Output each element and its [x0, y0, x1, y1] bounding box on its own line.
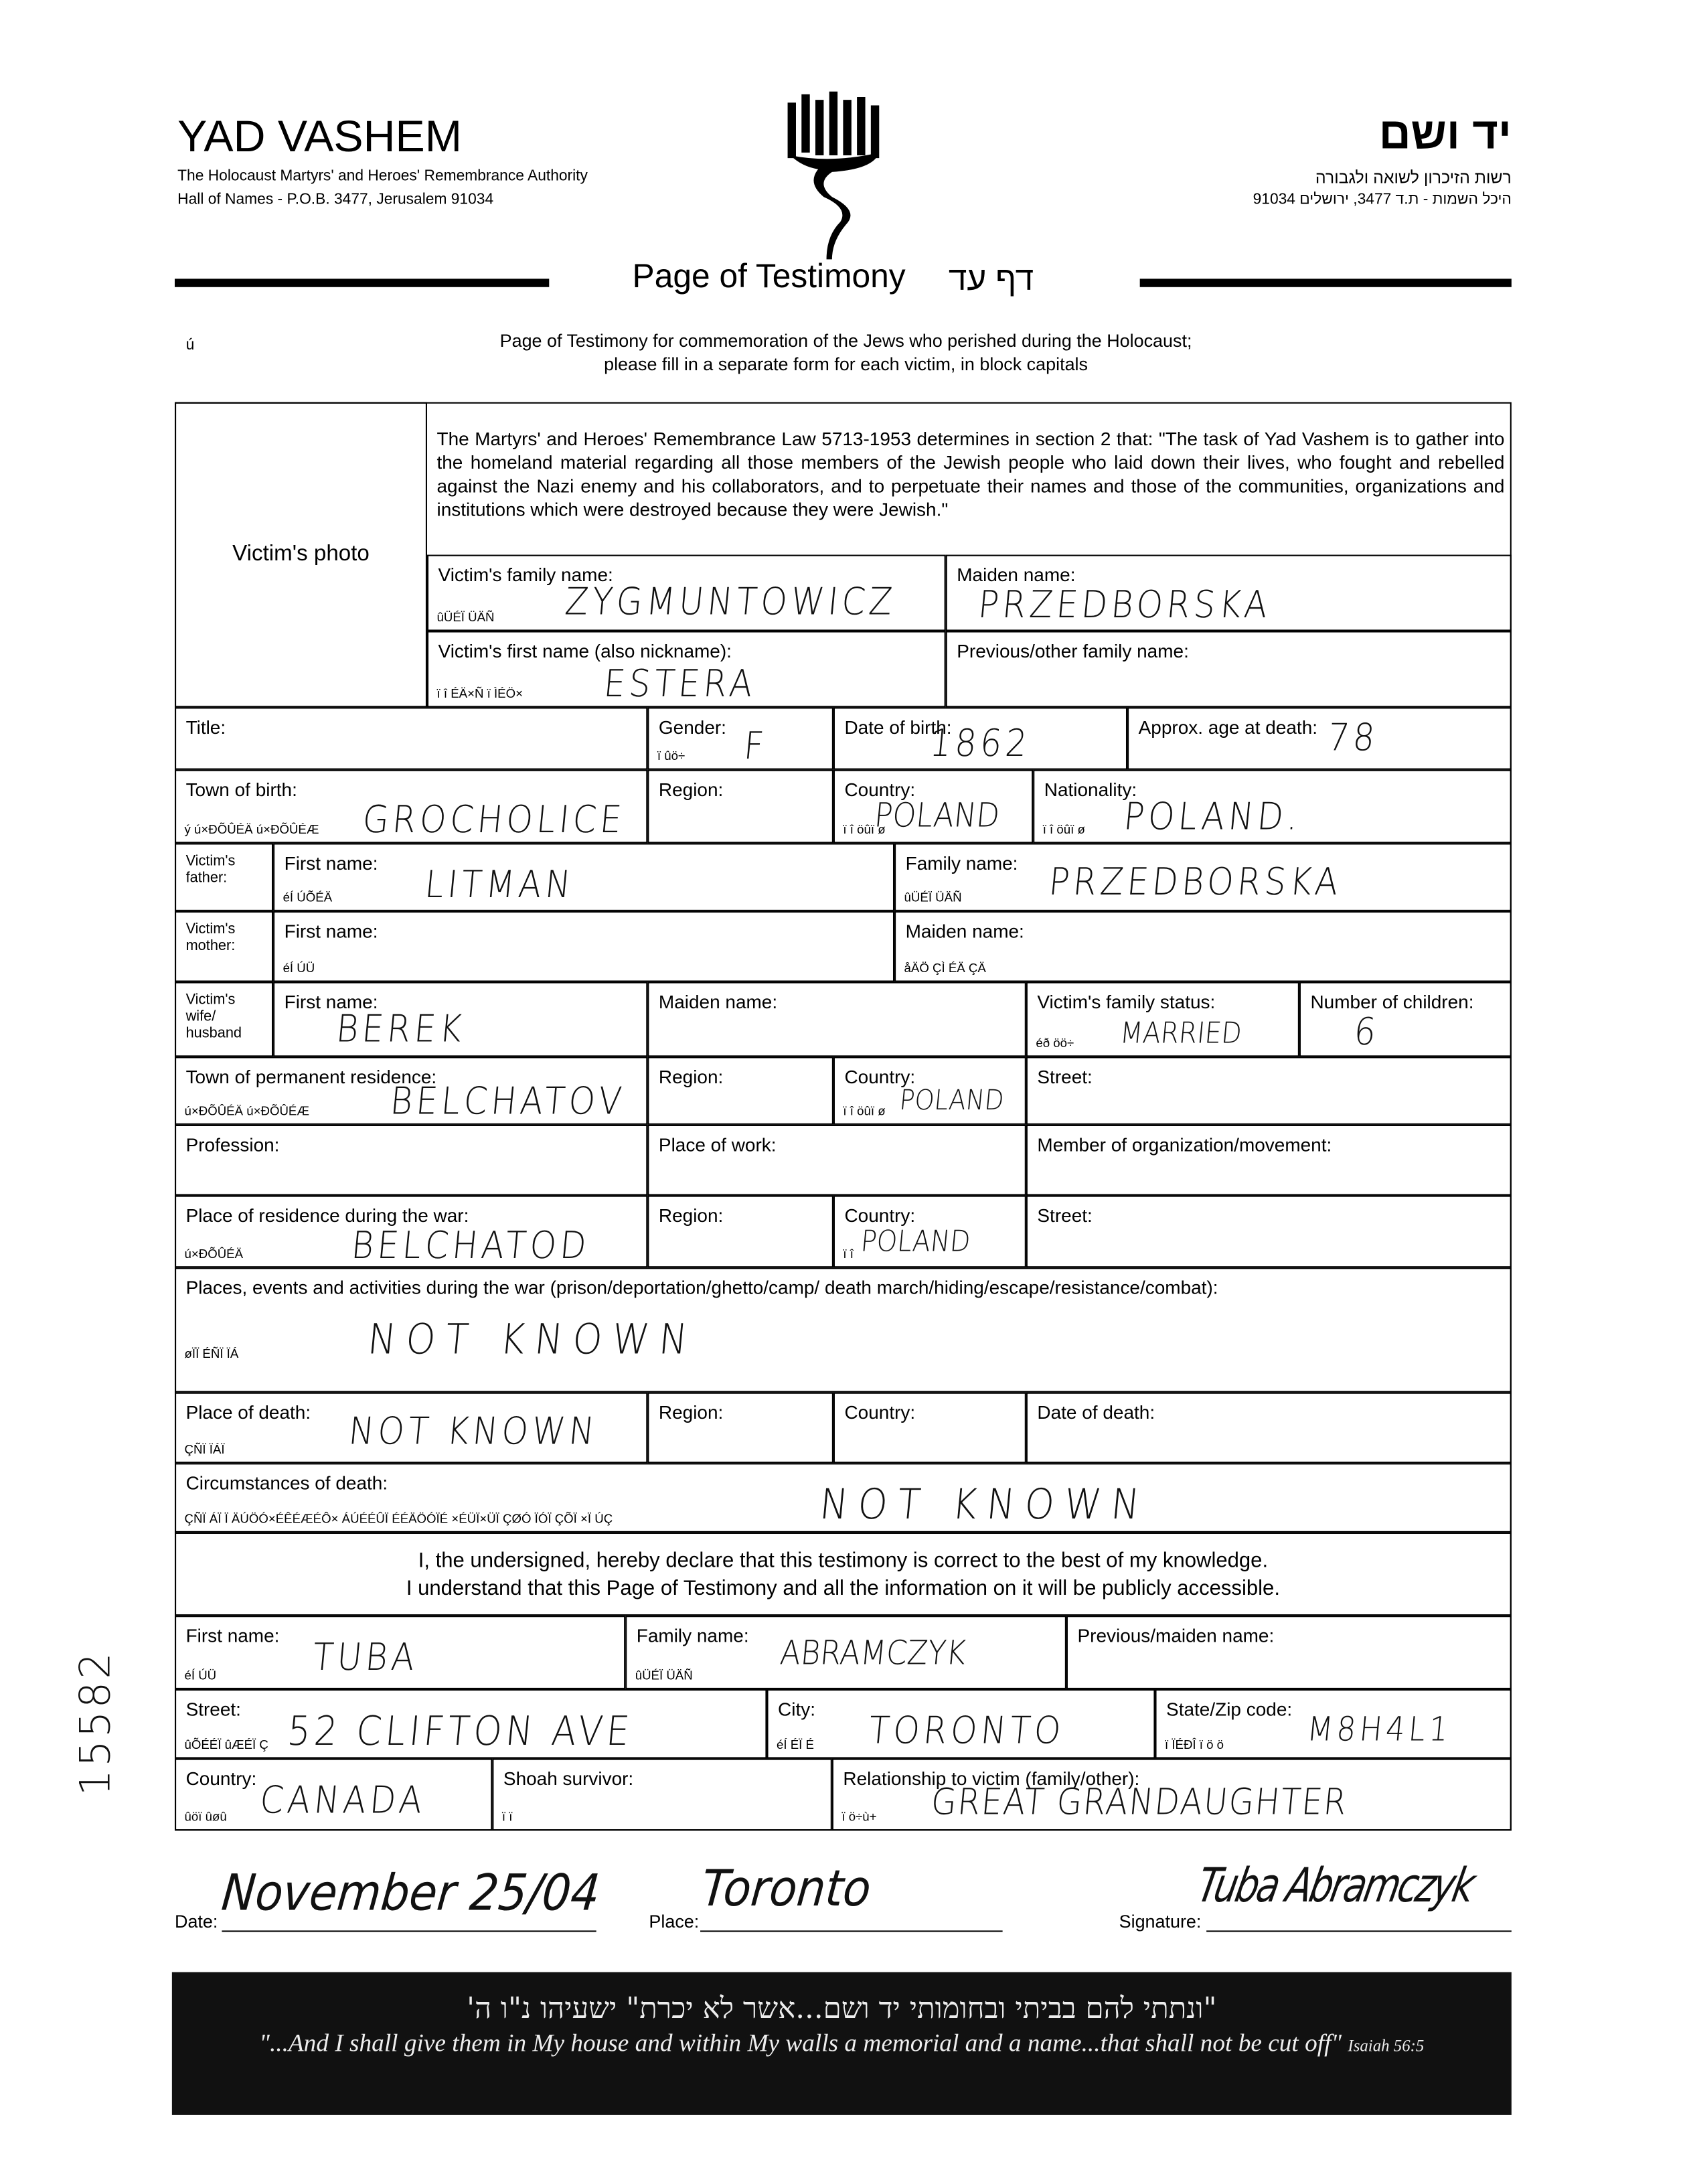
value: TORONTO: [866, 1710, 1066, 1753]
label: Date of death:: [1037, 1402, 1155, 1423]
submitter-city-field[interactable]: [767, 1689, 1155, 1759]
hebrew-label: ÇÑÏ ÏÁÏ: [184, 1442, 225, 1456]
banner-quote-hebrew: "ונתתי להם בביתי ובחומותי יד ושם...אשר לא יכרת" ישעיהו נ"ו ה': [467, 1991, 1217, 2025]
value: LITMAN: [422, 864, 576, 907]
submitter-country-field[interactable]: [175, 1759, 492, 1831]
hebrew-label: ûÜÉÏ ÜÄÑ: [436, 610, 495, 625]
label: Town of permanent residence:: [185, 1066, 437, 1087]
hebrew-label: ûÜÉÏ ÜÄÑ: [904, 890, 962, 905]
place-label: Place:: [649, 1911, 700, 1932]
submitter-state-zip-field[interactable]: [1155, 1689, 1511, 1759]
spouse-first-name-field[interactable]: [273, 982, 647, 1057]
value: BEREK: [334, 1008, 467, 1052]
hebrew-label: éð öö÷: [1036, 1036, 1074, 1050]
label: Victim's father:: [185, 852, 236, 886]
place-of-death-field[interactable]: [175, 1393, 647, 1464]
value: POLAND: [872, 795, 1001, 835]
hebrew-label: ý ú×ÐÕÛÉÄ ú×ÐÕÛÉÆ: [184, 822, 319, 837]
permanent-region-field[interactable]: [647, 1057, 833, 1124]
mother-maiden-name-field[interactable]: [894, 911, 1512, 982]
label: Victim's first name (also nickname):: [438, 640, 732, 662]
declaration-line-2: I understand that this Page of Testimony and all the information on it will be publicly accessible.: [406, 1577, 1280, 1601]
org-address-hebrew: היכל השמות - ת.ד 3477, ירושלים 91034: [1253, 191, 1512, 208]
quote-banner: [172, 1972, 1512, 2115]
hebrew-label: ï ö÷ù+: [841, 1810, 877, 1824]
label: Maiden name:: [905, 921, 1024, 942]
death-country-field[interactable]: [833, 1393, 1026, 1464]
hebrew-label: ï î öûï ø: [843, 822, 886, 837]
signature-value[interactable]: Tuba Abramczyk: [1192, 1858, 1478, 1914]
org-name-hebrew: יד ושם: [1378, 108, 1512, 159]
wartime-events-field[interactable]: [175, 1267, 1512, 1392]
org-subtitle: The Holocaust Martyrs' and Heroes' Remembrance Authority: [177, 167, 588, 185]
label: Street:: [185, 1699, 241, 1720]
value: NOT KNOWN: [346, 1410, 600, 1454]
hebrew-label: øÏÏ ÉÑÏ ÏÁ: [184, 1346, 239, 1361]
label: Date of birth:: [844, 716, 952, 738]
hebrew-label: ï î ÉÄ×Ñ ï ÌÉÖ×: [436, 686, 523, 701]
submitter-street-field[interactable]: [175, 1689, 767, 1759]
label: Victim's wife/ husband: [185, 992, 242, 1042]
wartime-street-field[interactable]: [1026, 1196, 1512, 1268]
value: 52 CLIFTON AVE: [285, 1707, 636, 1755]
value: NOT KNOWN: [366, 1316, 700, 1365]
label: Place of residence during the war:: [185, 1205, 469, 1227]
date-of-death-field[interactable]: [1026, 1393, 1512, 1464]
label: Street:: [1037, 1205, 1093, 1227]
place-value[interactable]: Toronto: [699, 1861, 874, 1918]
mother-section-label: [175, 911, 273, 982]
org-name: YAD VASHEM: [177, 110, 462, 161]
town-of-birth-field[interactable]: [175, 770, 647, 844]
father-section-label: [175, 843, 273, 911]
header-rule-right: [1140, 279, 1512, 287]
label: Family name:: [905, 852, 1018, 874]
label: Maiden name:: [957, 564, 1076, 586]
submitter-previous-name-field[interactable]: [1066, 1616, 1512, 1689]
stray-mark: ú: [185, 337, 195, 354]
permanent-street-field[interactable]: [1026, 1057, 1512, 1124]
header-rule-left: [175, 279, 549, 287]
submitter-family-name-field[interactable]: [625, 1616, 1066, 1689]
label: Circumstances of death:: [185, 1472, 388, 1494]
label: Victim's family name:: [438, 564, 613, 586]
value: ZYGMUNTOWICZ: [563, 580, 898, 625]
hebrew-label: ï î öûï ø: [843, 1103, 886, 1118]
permanent-country-field[interactable]: [833, 1057, 1026, 1124]
label: Family name:: [636, 1625, 749, 1646]
banner-quote-english: "...And I shall give them in My house and within My walls a memorial and a name...that shall not be cut off": [259, 2029, 1342, 2057]
submitter-first-name-field[interactable]: [175, 1616, 625, 1689]
date-line: [222, 1930, 596, 1932]
label: Shoah survivor:: [503, 1768, 634, 1790]
margin-reference-number: 15582: [72, 1650, 121, 1796]
form-title-hebrew: דף עד: [948, 260, 1034, 299]
shoah-survivor-field[interactable]: [492, 1759, 831, 1831]
label: Victim's mother:: [185, 921, 236, 955]
date-value[interactable]: November 25/04: [219, 1865, 602, 1922]
hebrew-label: ú×ÐÕÛÉÄ: [184, 1247, 244, 1261]
date-label: Date:: [174, 1911, 218, 1932]
label: Country:: [844, 1205, 916, 1227]
label: First name:: [284, 921, 378, 942]
label: Country:: [844, 1066, 916, 1087]
value: GROCHOLICE: [360, 799, 627, 842]
hebrew-label: ûöï ûøû: [184, 1810, 227, 1824]
victim-maiden-name-field[interactable]: [946, 555, 1512, 631]
father-family-name-field[interactable]: [894, 843, 1512, 911]
hebrew-label: éÍ ÚÕÉÄ: [283, 890, 333, 905]
family-status-field[interactable]: [1026, 982, 1299, 1057]
law-text: The Martyrs' and Heroes' Remembrance Law 5713-1953 determines in section 2 that: "The task of Yad Vashem is to gather into the homeland material regarding all those members of the Jewish people who laid down their lives, who fought and rebelled against the Nazi enemy and his collaborators, and to perpetuate their names and those of the communities, organizations and institutions which were destroyed because they were Jewish.": [436, 428, 1505, 520]
date-of-birth-field[interactable]: [833, 707, 1127, 769]
wartime-country-field[interactable]: [833, 1196, 1026, 1268]
value: GREAT GRANDAUGHTER: [929, 1782, 1350, 1824]
label: Victim's family status:: [1037, 992, 1216, 1013]
declaration-line-1: I, the undersigned, hereby declare that this testimony is correct to the best of my knowledge.: [418, 1549, 1269, 1573]
value: ABRAMCZYK: [778, 1634, 968, 1673]
value: BELCHATOV: [388, 1080, 627, 1123]
value: ESTERA: [602, 663, 758, 706]
nationality-field[interactable]: [1033, 770, 1512, 844]
value: F: [742, 725, 769, 769]
permanent-town-field[interactable]: [175, 1057, 647, 1124]
hebrew-label: ú×ÐÕÛÉÄ ú×ÐÕÛÉÆ: [184, 1103, 309, 1118]
wartime-residence-field[interactable]: [175, 1196, 647, 1268]
hebrew-label: ï ï: [501, 1810, 513, 1824]
yad-vashem-logo-icon: [777, 86, 901, 266]
circumstances-of-death-field[interactable]: [175, 1463, 1512, 1533]
label: Profession:: [185, 1134, 280, 1156]
label: City:: [778, 1699, 815, 1720]
title-field[interactable]: [175, 707, 647, 769]
hebrew-label: éÍ ÚÜ: [184, 1668, 217, 1683]
hebrew-label: ï î öûï ø: [1042, 822, 1085, 837]
value: 6: [1352, 1011, 1382, 1055]
org-subtitle-hebrew: רשות הזיכרון לשואה ולגבורה: [1315, 167, 1512, 187]
instructions-line-2: please fill in a separate form for each victim, in block capitals: [604, 354, 1089, 375]
label: Places, events and activities during the war (prison/deportation/ghetto/camp/ death march/hiding/escape/resistance/combat):: [185, 1277, 1218, 1298]
hebrew-label: éÍ ÚÜ: [283, 961, 315, 976]
victim-photo-box[interactable]: [175, 402, 427, 708]
relationship-field[interactable]: [832, 1759, 1512, 1831]
label: Street:: [1037, 1066, 1093, 1087]
label: Region:: [658, 1402, 724, 1423]
label: Member of organization/movement:: [1037, 1134, 1332, 1156]
label: Relationship to victim (family/other):: [843, 1768, 1140, 1790]
label: Maiden name:: [658, 992, 778, 1013]
value: BELCHATOD: [349, 1225, 592, 1268]
label: Region:: [658, 1205, 724, 1227]
label: Nationality:: [1044, 779, 1137, 801]
label: State/Zip code:: [1166, 1699, 1293, 1720]
label: Number of children:: [1310, 992, 1474, 1013]
number-of-children-field[interactable]: [1299, 982, 1512, 1057]
value: POLAND.: [1121, 795, 1304, 840]
label: First name:: [185, 1625, 280, 1646]
org-address: Hall of Names - P.O.B. 3477, Jerusalem 91034: [177, 191, 494, 208]
hebrew-label: åÄÖ ÇÌ ÉÄ ÇÄ: [904, 961, 986, 976]
label: Gender:: [658, 716, 726, 738]
label: Approx. age at death:: [1138, 716, 1318, 738]
victim-family-name-field[interactable]: [427, 555, 946, 631]
label: First name:: [284, 992, 378, 1013]
label: First name:: [284, 852, 378, 874]
death-region-field[interactable]: [647, 1393, 833, 1464]
label: Region:: [658, 779, 724, 801]
value: NOT KNOWN: [817, 1481, 1152, 1530]
hebrew-label: ï ûö÷: [657, 749, 686, 763]
value: TUBA: [311, 1636, 420, 1680]
value: PRZEDBORSKA: [976, 584, 1273, 627]
value: PRZEDBORSKA: [1047, 861, 1344, 905]
banner-reference: Isaiah 56:5: [1348, 2035, 1425, 2055]
label: Country:: [185, 1768, 257, 1790]
form-title: Page of Testimony: [632, 258, 906, 296]
value: 1862: [927, 722, 1033, 766]
value: 78: [1325, 716, 1380, 761]
value: MARRIED: [1119, 1016, 1244, 1050]
father-first-name-field[interactable]: [273, 843, 894, 911]
organization-member-field[interactable]: [1026, 1125, 1512, 1196]
label: Country:: [844, 779, 916, 801]
label: Previous/other family name:: [957, 640, 1189, 662]
hebrew-label: ÇÑÏ ÁÏ Ï ÄÚÖÓ×ÉÊÉÆÉÔ× ÁÚÉÉÛÏ ÉÉÄÖÓÏÉ ×ÉÜÏ×ÜÏ ÇØÓ ÏÓÏ ÇÕÏ ×Ï ÚÇ: [184, 1511, 613, 1526]
wartime-region-field[interactable]: [647, 1196, 833, 1268]
signature-label: Signature:: [1119, 1911, 1202, 1932]
hebrew-label: éÍ ÉÏ É: [776, 1737, 814, 1752]
label: Place of work:: [658, 1134, 777, 1156]
instructions-line-1: Page of Testimony for commemoration of the Jews who perished during the Holocaust;: [499, 329, 1192, 352]
value: CANADA: [258, 1779, 428, 1822]
label: Region:: [658, 1066, 724, 1087]
spouse-section-label: [175, 982, 273, 1057]
hebrew-label: ï î: [843, 1247, 854, 1261]
label: Town of birth:: [185, 779, 297, 801]
victim-first-name-field[interactable]: [427, 631, 946, 707]
hebrew-label: ï ÏÉÐÎ ï ö ö: [1164, 1737, 1224, 1752]
spouse-maiden-name-field[interactable]: [647, 982, 1026, 1057]
mother-first-name-field[interactable]: [273, 911, 894, 982]
signature-line: [1206, 1930, 1512, 1932]
hebrew-label: ûÜÉÏ ÜÄÑ: [635, 1668, 693, 1683]
declaration: [175, 1533, 1512, 1616]
label: Previous/maiden name:: [1077, 1625, 1275, 1646]
profession-field[interactable]: [175, 1125, 647, 1196]
value: POLAND: [898, 1083, 1006, 1117]
form-instructions: [416, 329, 1275, 376]
value: POLAND: [859, 1225, 972, 1258]
country-of-birth-field[interactable]: [833, 770, 1033, 844]
place-line: [700, 1930, 1003, 1932]
age-at-death-field[interactable]: [1127, 707, 1512, 769]
value: M8H4L1: [1305, 1710, 1454, 1749]
label: Country:: [844, 1402, 916, 1423]
region-of-birth-field[interactable]: [647, 770, 833, 844]
victim-previous-name-field[interactable]: [946, 631, 1512, 707]
victim-photo-label: Victim's photo: [232, 542, 370, 566]
place-of-work-field[interactable]: [647, 1125, 1026, 1196]
label: Place of death:: [185, 1402, 311, 1423]
hebrew-label: ûÕÉÉÏ ûÆÉÏ Ç: [184, 1737, 268, 1752]
label: Title:: [185, 716, 226, 738]
gender-field[interactable]: [647, 707, 833, 769]
